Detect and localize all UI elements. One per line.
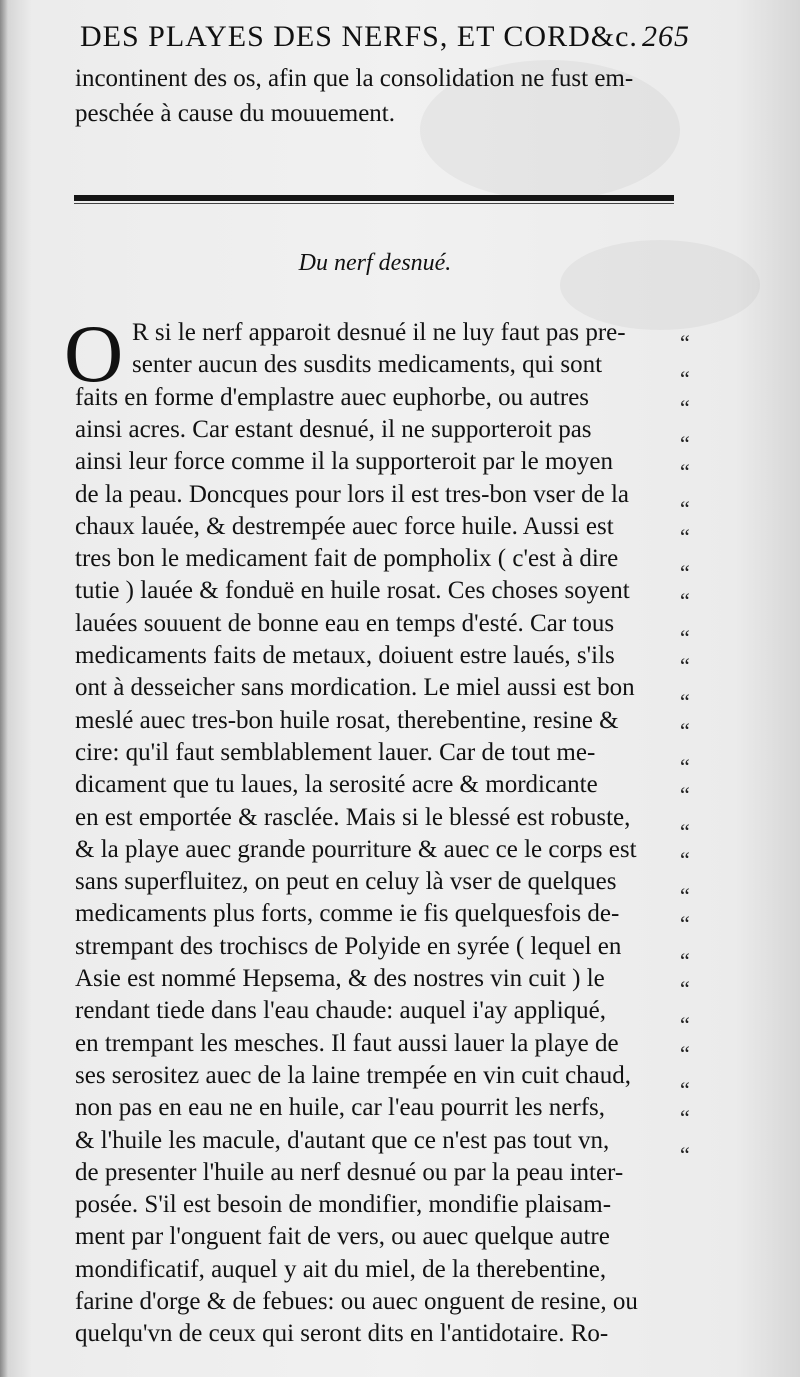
margin-quote-mark: “ bbox=[680, 495, 690, 521]
body-text-line: ainsi acres. Car estant desnué, il ne supporteroit pas bbox=[75, 415, 592, 443]
body-text-line: & la playe auec grande pourriture & auec ce le corps est bbox=[75, 835, 637, 863]
margin-quote-mark: “ bbox=[680, 753, 690, 779]
running-etc: &c. bbox=[590, 20, 638, 53]
drop-capital: O bbox=[64, 308, 124, 399]
margin-quote-mark: “ bbox=[680, 717, 690, 743]
margin-quote-mark: “ bbox=[680, 818, 690, 844]
body-text-line: Asie est nommé Hepsema, & des nostres vin cuit ) le bbox=[75, 965, 605, 992]
margin-quote-mark: “ bbox=[680, 911, 690, 937]
margin-quote-mark: “ bbox=[680, 560, 690, 586]
margin-quote-mark: “ bbox=[680, 459, 690, 485]
body-text-line: ont à desseicher sans mordication. Le miel aussi est bon bbox=[75, 674, 635, 702]
body-text-line: senter aucun des susdits medicaments, qui sont bbox=[132, 351, 603, 379]
body-text-line: mondificatif, auquel y ait du miel, de la therebentine, bbox=[75, 1255, 607, 1283]
margin-quote-mark: “ bbox=[680, 1012, 690, 1038]
body-text-line: de presenter l'huile au nerf desnué ou par la peau inter- bbox=[75, 1158, 624, 1186]
body-text-line: strempant des trochiscs de Polyide en syrée ( lequel en bbox=[75, 932, 622, 960]
body-text-line: ses serositez auec de la laine trempée en vin cuit chaud, bbox=[75, 1061, 632, 1089]
section-title: Du nerf desnué. bbox=[298, 250, 452, 276]
margin-quote-mark: “ bbox=[680, 782, 690, 808]
body-text-line: ainsi leur force comme il la supporteroit par le moyen bbox=[75, 448, 614, 476]
body-text-line: R si le nerf apparoit desnué il ne luy faut pas pre- bbox=[132, 319, 626, 346]
body-text-line: quelqu'vn de ceux qui seront dits en l'antidotaire. Ro- bbox=[75, 1320, 609, 1348]
page-number: 265 bbox=[641, 20, 690, 53]
margin-quote-mark: “ bbox=[680, 1076, 690, 1102]
margin-quote-mark: “ bbox=[680, 624, 690, 650]
text-line-top-1: incontinent des os, afin que la consolidation ne fust em- bbox=[75, 65, 634, 92]
section-rule bbox=[74, 195, 674, 201]
margin-quote-mark: “ bbox=[680, 1040, 690, 1066]
body-text-line: dicament que tu laues, la serosité acre & mordicante bbox=[75, 771, 598, 799]
margin-quote-mark: “ bbox=[680, 523, 690, 549]
body-text-line: lauées souuent de bonne eau en temps d'esté. Car tous bbox=[75, 609, 615, 637]
margin-quote-mark: “ bbox=[680, 588, 690, 614]
section-rule-thin bbox=[74, 203, 674, 204]
body-text-line: & l'huile les macule, d'autant que ce n'est pas tout vn, bbox=[75, 1126, 610, 1154]
margin-quote-mark: “ bbox=[680, 430, 690, 456]
body-text-line: non pas en eau ne en huile, car l'eau pourrit les nerfs, bbox=[75, 1094, 605, 1122]
margin-quote-mark: “ bbox=[680, 1105, 690, 1131]
body-text-line: meslé auec tres-bon huile rosat, therebentine, resine & bbox=[75, 706, 619, 734]
body-text-line: en trempant les mesches. Il faut aussi lauer la playe de bbox=[75, 1029, 619, 1057]
body-text-line: posée. S'il est besoin de mondifier, mondifie plaisam- bbox=[75, 1191, 612, 1219]
body-text-line: sans superfluitez, on peut en celuy là vser de quelques bbox=[75, 868, 617, 896]
margin-quote-mark: “ bbox=[680, 366, 690, 392]
text-line-top-2: peschée à cause du mouuement. bbox=[75, 100, 396, 127]
margin-quote-mark: “ bbox=[680, 846, 690, 872]
running-title: DES PLAYES DES NERFS, ET CORD bbox=[80, 20, 591, 53]
margin-quote-mark: “ bbox=[680, 883, 690, 909]
body-text-line: tres bon le medicament fait de pompholix ( c'est à dire bbox=[75, 545, 619, 573]
body-text-line: en est emportée & rasclée. Mais si le blessé est robuste, bbox=[75, 803, 631, 831]
body-text-line: chaux lauée, & destrempée auec force huile. Aussi est bbox=[75, 512, 614, 540]
margin-quote-mark: “ bbox=[680, 1141, 690, 1167]
body-text-line: faits en forme d'emplastre auec euphorbe, ou autres bbox=[75, 383, 590, 411]
body-text-line: medicaments faits de metaux, doiuent estre laués, s'ils bbox=[75, 642, 615, 669]
body-text-line: cire: qu'il faut semblablement lauer. Car de tout me- bbox=[75, 738, 596, 766]
margin-quote-mark: “ bbox=[680, 947, 690, 973]
margin-quote-mark: “ bbox=[680, 653, 690, 678]
running-header bbox=[80, 20, 690, 54]
margin-quote-mark: “ bbox=[680, 689, 690, 715]
body-text-line: ment par l'onguent fait de vers, ou auec quelque autre bbox=[75, 1223, 610, 1251]
margin-quote-mark: “ bbox=[680, 394, 690, 420]
body-text-line: de la peau. Doncques pour lors il est tres-bon vser de la bbox=[75, 480, 630, 508]
body-text-line: tutie ) lauée & fonduë en huile rosat. Ces choses soyent bbox=[75, 577, 630, 605]
body-text-line: rendant tiede dans l'eau chaude: auquel i'ay appliqué, bbox=[75, 997, 607, 1025]
body-text-line: medicaments plus forts, comme ie fis quelquesfois de- bbox=[75, 900, 620, 928]
body-text-line: farine d'orge & de febues: ou auec onguent de resine, ou bbox=[75, 1288, 638, 1315]
margin-quote-mark: “ bbox=[680, 330, 690, 355]
margin-quote-mark: “ bbox=[680, 976, 690, 1001]
